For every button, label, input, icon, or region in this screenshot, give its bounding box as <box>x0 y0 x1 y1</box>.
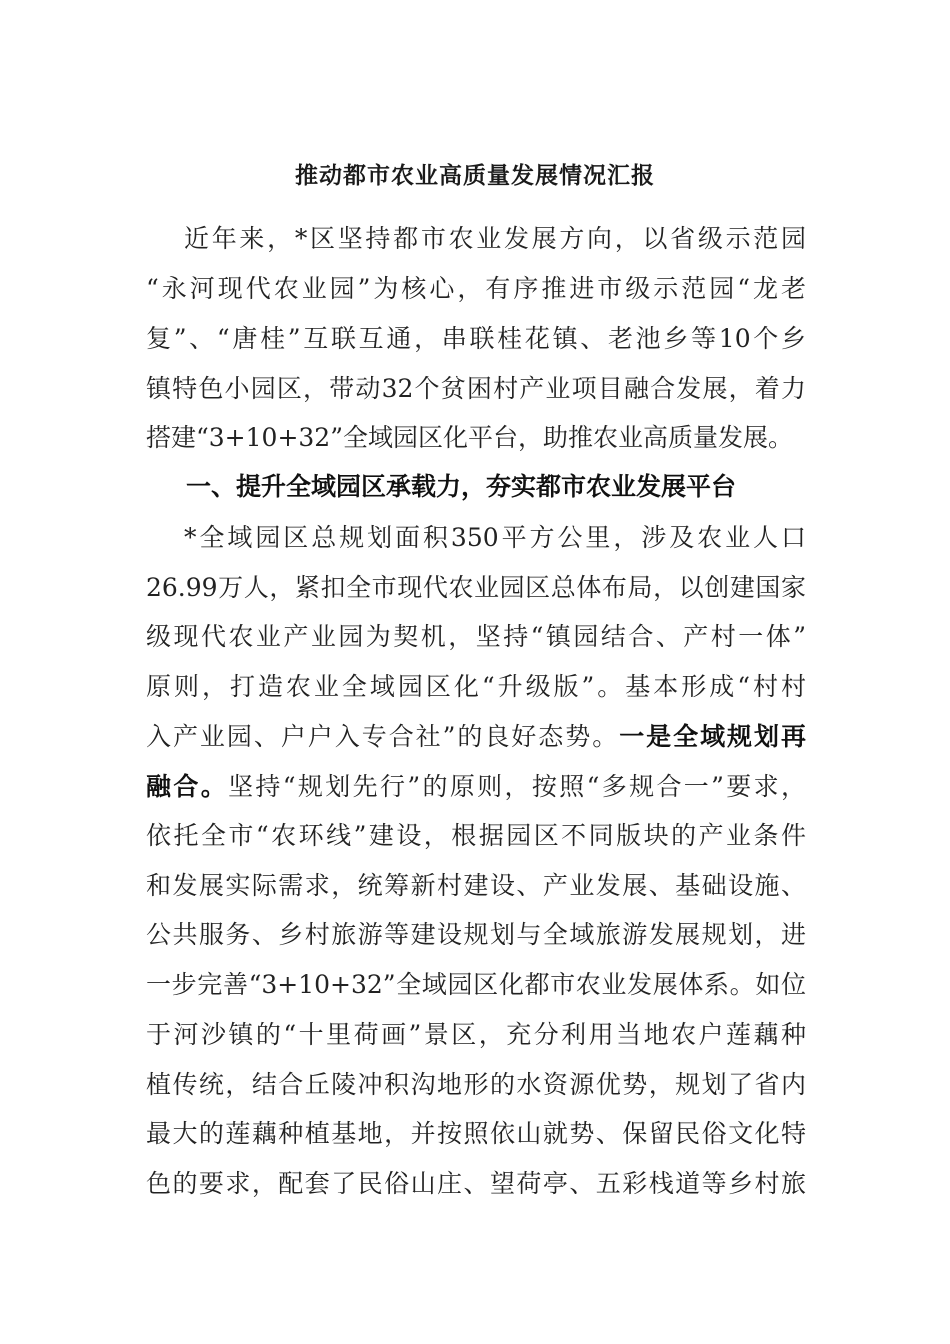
body-line: 最大的莲藕种植基地，并按照依山就势、保留民俗文化特 <box>146 1119 806 1148</box>
body-line <box>146 720 806 754</box>
document-title: 推动都市农业高质量发展情况汇报 <box>295 162 655 189</box>
body-line: 级现代农业产业园为契机，坚持“镇园结合、产村一体” <box>146 622 806 651</box>
body-line: 一步完善“3+10+32”全域园区化都市农业发展体系。如位 <box>146 970 806 999</box>
body-line: *全域园区总规划面积350平方公里，涉及农业人口 <box>184 523 806 552</box>
body-line <box>146 770 806 804</box>
section-heading: 一、提升全域园区承载力，夯实都市农业发展平台 <box>186 472 737 501</box>
intro-line: 复”、“唐桂”互联互通，串联桂花镇、老池乡等10个乡 <box>146 324 806 353</box>
body-text: 入产业园、户户入专合社”的良好态势。 <box>146 722 620 751</box>
intro-line: 镇特色小园区，带动32个贫困村产业项目融合发展，着力 <box>146 374 806 403</box>
body-line: 26.99万人，紧扣全市现代农业园区总体布局，以创建国家 <box>146 573 806 602</box>
intro-line: 近年来，*区坚持都市农业发展方向，以省级示范园 <box>184 224 806 253</box>
intro-line: 搭建“3+10+32”全域园区化平台，助推农业高质量发展。 <box>146 423 793 452</box>
body-line: 植传统，结合丘陵冲积沟地形的水资源优势，规划了省内 <box>146 1070 806 1099</box>
body-line: 公共服务、乡村旅游等建设规划与全域旅游发展规划，进 <box>146 920 806 949</box>
body-text: 坚持“规划先行”的原则，按照“多规合一”要求， <box>228 772 806 801</box>
body-line: 原则，打造农业全域园区化“升级版”。基本形成“村村 <box>146 672 806 701</box>
emphasis-text: 一是全域规划再 <box>619 722 806 751</box>
body-line: 色的要求，配套了民俗山庄、望荷亭、五彩栈道等乡村旅 <box>146 1169 806 1198</box>
emphasis-text: 融合。 <box>146 772 229 801</box>
body-line: 于河沙镇的“十里荷画”景区，充分利用当地农户莲藕种 <box>146 1020 806 1049</box>
body-line: 和发展实际需求，统筹新村建设、产业发展、基础设施、 <box>146 871 806 900</box>
intro-line: “永河现代农业园”为核心，有序推进市级示范园“龙老 <box>146 274 806 303</box>
body-line: 依托全市“农环线”建设，根据园区不同版块的产业条件 <box>146 821 806 850</box>
